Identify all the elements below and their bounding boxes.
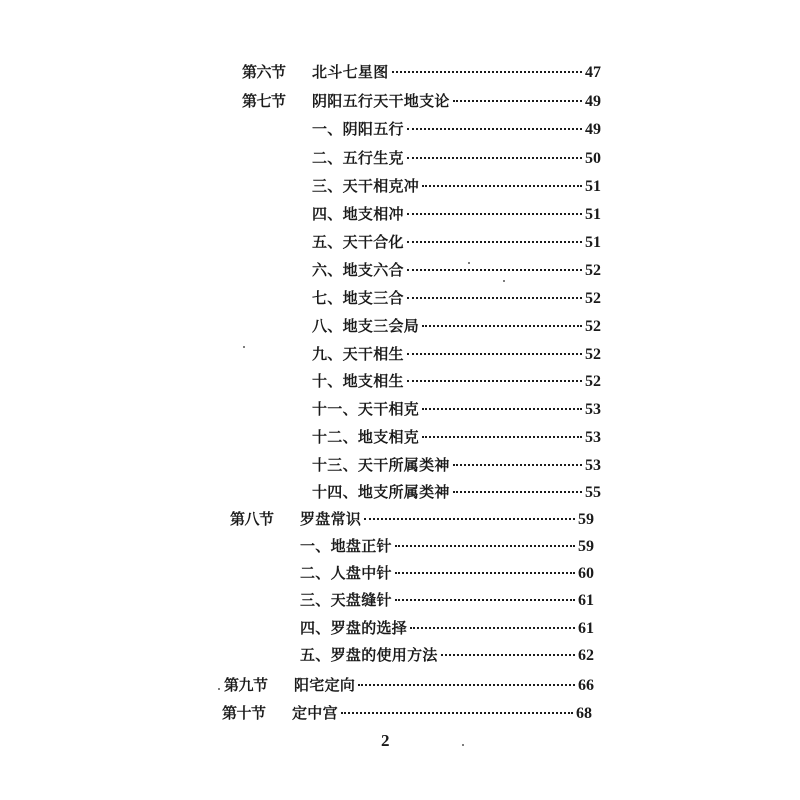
- dot-leader: [422, 325, 582, 327]
- toc-entry: [242, 204, 605, 224]
- entry-title: 一、地盘正针: [300, 537, 392, 555]
- page-ref: 49: [585, 121, 601, 138]
- toc-entry: [230, 618, 598, 638]
- dot-leader: [392, 71, 582, 73]
- toc-entry: [230, 509, 598, 529]
- dot-leader: [407, 213, 582, 215]
- dot-leader: [407, 353, 582, 355]
- dot-leader: [410, 627, 575, 629]
- entry-title: 二、人盘中针: [300, 564, 392, 582]
- dot-leader: [453, 491, 582, 493]
- toc-entry: [242, 148, 605, 168]
- scan-speck: [468, 262, 470, 264]
- dot-leader: [407, 157, 582, 159]
- dot-leader: [407, 269, 582, 271]
- dot-leader: [422, 436, 582, 438]
- entry-title: 四、地支相冲: [312, 205, 404, 223]
- entry-title: 十二、地支相克: [312, 428, 420, 446]
- section-label: 第七节: [242, 92, 286, 110]
- toc-entry: [242, 344, 605, 364]
- page-ref: 51: [585, 178, 601, 195]
- section-label: 第十节: [222, 704, 266, 722]
- page-ref: 59: [578, 511, 594, 528]
- page-ref: 49: [585, 93, 601, 110]
- dot-leader: [395, 545, 575, 547]
- dot-leader: [358, 684, 575, 686]
- dot-leader: [364, 518, 575, 520]
- page-ref: 60: [578, 565, 594, 582]
- dot-leader: [407, 297, 582, 299]
- page-ref: 52: [585, 346, 601, 363]
- page-ref: 53: [585, 457, 601, 474]
- page-ref: 51: [585, 234, 601, 251]
- entry-title: 十、地支相生: [312, 372, 404, 390]
- page-ref: 53: [585, 401, 601, 418]
- entry-title: 九、天干相生: [312, 345, 404, 363]
- entry-title: 阴阳五行天干地支论: [312, 92, 450, 110]
- page-ref: 50: [585, 150, 601, 167]
- entry-title: 十三、天干所属类神: [312, 456, 450, 474]
- toc-entry: [242, 91, 605, 111]
- entry-title: 二、五行生克: [312, 149, 404, 167]
- entry-title: 十一、天干相克: [312, 400, 420, 418]
- toc-entry: [242, 260, 605, 280]
- toc-entry: [242, 119, 605, 139]
- dot-leader: [341, 712, 573, 714]
- entry-title: 定中宫: [292, 704, 338, 722]
- toc-entry: [242, 399, 605, 419]
- toc-entry: [242, 288, 605, 308]
- scan-speck: [243, 346, 245, 348]
- page-ref: 51: [585, 206, 601, 223]
- dot-leader: [422, 185, 582, 187]
- page-ref: 52: [585, 262, 601, 279]
- page-ref: 55: [585, 484, 601, 501]
- page-ref: 52: [585, 318, 601, 335]
- toc-entry: [242, 232, 605, 252]
- page-ref: 61: [578, 592, 594, 609]
- entry-title: 罗盘常识: [300, 510, 362, 528]
- toc-entry: [230, 645, 598, 665]
- page-ref: 59: [578, 538, 594, 555]
- toc-entry: [242, 427, 605, 447]
- page-ref: 62: [578, 647, 594, 664]
- section-label: 第八节: [230, 510, 274, 528]
- toc-entry: [230, 536, 598, 556]
- page-ref: 66: [578, 677, 594, 694]
- entry-title: 八、地支三会局: [312, 317, 420, 335]
- section-label: 第六节: [242, 63, 286, 81]
- toc-entry: [224, 675, 598, 695]
- entry-title: 四、罗盘的选择: [300, 619, 408, 637]
- toc-entry: [242, 176, 605, 196]
- page-ref: 47: [585, 64, 601, 81]
- entry-title: 五、罗盘的使用方法: [300, 646, 438, 664]
- dot-leader: [453, 464, 582, 466]
- page-number: 2: [381, 731, 390, 750]
- toc-entry: [230, 563, 598, 583]
- page-ref: 52: [585, 373, 601, 390]
- entry-title: 五、天干合化: [312, 233, 404, 251]
- dot-leader: [407, 380, 582, 382]
- dot-leader: [407, 241, 582, 243]
- toc-entry: [242, 316, 605, 336]
- scan-speck: [503, 280, 505, 282]
- page-ref: 53: [585, 429, 601, 446]
- dot-leader: [441, 654, 575, 656]
- entry-title: 阳宅定向: [294, 676, 356, 694]
- entry-title: 七、地支三合: [312, 289, 404, 307]
- toc-entry: [242, 371, 605, 391]
- dot-leader: [422, 408, 582, 410]
- scan-speck: [218, 688, 220, 690]
- dot-leader: [395, 572, 575, 574]
- dot-leader: [407, 128, 582, 130]
- toc-entry: [242, 455, 605, 475]
- entry-title: 三、天干相克冲: [312, 177, 420, 195]
- scan-speck: [462, 744, 464, 746]
- entry-title: 三、天盘缝针: [300, 591, 392, 609]
- section-label: 第九节: [224, 676, 268, 694]
- entry-title: 十四、地支所属类神: [312, 483, 450, 501]
- page-ref: 61: [578, 620, 594, 637]
- page-ref: 52: [585, 290, 601, 307]
- entry-title: 北斗七星图: [312, 63, 389, 81]
- page-ref: 68: [576, 705, 592, 722]
- dot-leader: [453, 100, 582, 102]
- toc-entry: [242, 62, 605, 82]
- toc-entry: [242, 482, 605, 502]
- entry-title: 一、阴阳五行: [312, 120, 404, 138]
- toc-entry: [230, 590, 598, 610]
- entry-title: 六、地支六合: [312, 261, 404, 279]
- toc-entry: [222, 703, 596, 723]
- dot-leader: [395, 599, 575, 601]
